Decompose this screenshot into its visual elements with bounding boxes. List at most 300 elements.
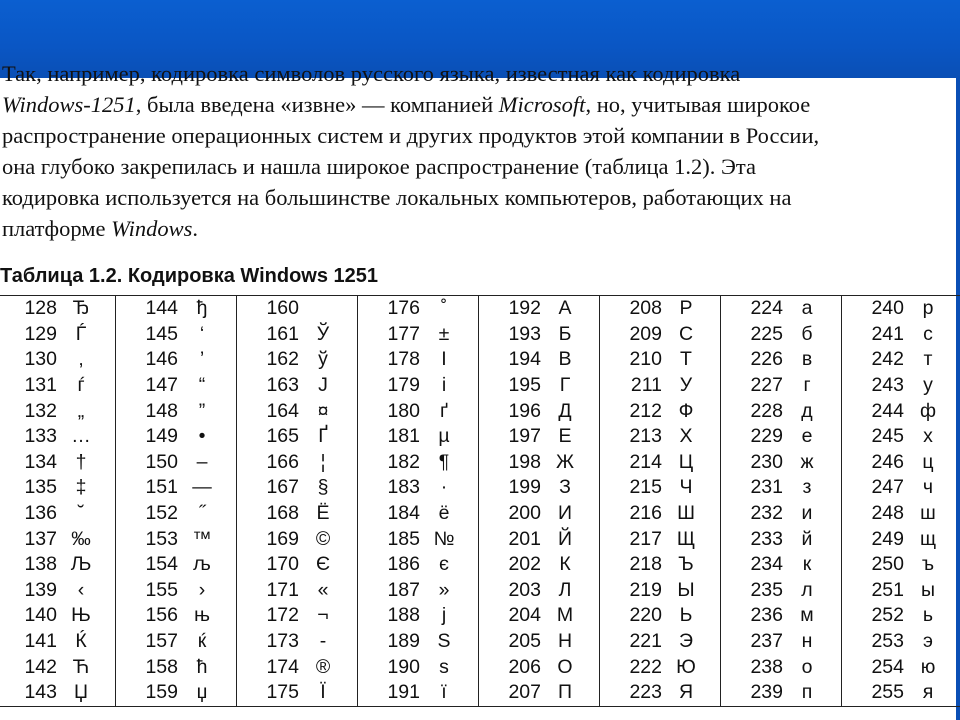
char-code: 141 — [24, 630, 57, 653]
table-cell — [358, 526, 479, 552]
table-cell — [479, 322, 600, 348]
table-cell — [842, 450, 960, 476]
char-code: 253 — [871, 630, 904, 653]
table-cell — [479, 501, 600, 527]
char-glyph: ќ — [197, 630, 207, 653]
char-code: 199 — [508, 476, 541, 499]
table-cell — [721, 552, 842, 578]
char-code: 129 — [24, 322, 57, 345]
char-code: 180 — [387, 399, 420, 422]
char-code: 205 — [508, 630, 541, 653]
char-code: 204 — [508, 604, 541, 627]
table-row — [0, 424, 960, 450]
char-glyph: н — [801, 630, 813, 653]
table-cell — [600, 578, 721, 604]
char-glyph: Р — [679, 297, 693, 320]
table-cell — [358, 347, 479, 373]
table-cell — [479, 680, 600, 706]
char-glyph: ¬ — [317, 604, 329, 627]
table-cell — [0, 373, 116, 399]
char-glyph: µ — [438, 425, 450, 448]
char-glyph: Й — [557, 527, 572, 550]
char-code: 217 — [629, 527, 662, 550]
char-code: 249 — [871, 527, 904, 550]
char-code: 158 — [145, 655, 178, 678]
table-cell — [479, 552, 600, 578]
table-cell — [237, 680, 358, 706]
char-glyph: ¤ — [317, 399, 329, 422]
char-glyph: Ё — [316, 502, 330, 525]
char-glyph: Џ — [73, 681, 88, 704]
table-cell — [842, 373, 960, 399]
char-glyph: З — [559, 476, 571, 499]
italic-term: Windows — [111, 216, 193, 241]
paragraph-line: распространение операционных систем и других продуктов этой компании в России, — [2, 123, 820, 148]
table-cell — [721, 322, 842, 348]
char-glyph: … — [71, 425, 91, 448]
char-code: 175 — [266, 681, 299, 704]
char-code: 179 — [387, 374, 420, 397]
char-glyph: г — [803, 374, 811, 397]
char-code: 239 — [750, 681, 783, 704]
char-code: 245 — [871, 425, 904, 448]
char-code: 221 — [629, 630, 662, 653]
char-glyph: љ — [193, 553, 211, 576]
table-cell — [721, 347, 842, 373]
char-glyph: л — [801, 578, 813, 601]
char-code: 209 — [629, 322, 662, 345]
char-glyph: ± — [438, 322, 450, 345]
char-glyph: р — [922, 297, 934, 320]
char-code: 162 — [266, 348, 299, 371]
char-glyph: ‹ — [77, 578, 85, 601]
char-code: 185 — [387, 527, 420, 550]
table-cell — [116, 475, 237, 501]
table-cell — [0, 475, 116, 501]
table-cell — [600, 373, 721, 399]
char-code: 131 — [24, 374, 57, 397]
table-row — [0, 654, 960, 680]
char-code: 224 — [750, 297, 783, 320]
table-cell — [237, 398, 358, 424]
table-cell — [721, 654, 842, 680]
paragraph-line — [2, 89, 956, 120]
char-code: 156 — [145, 604, 178, 627]
table-cell — [0, 680, 116, 706]
table-cell — [479, 398, 600, 424]
char-code: 241 — [871, 322, 904, 345]
table-cell — [842, 322, 960, 348]
char-glyph: ¦ — [320, 450, 326, 473]
table-row — [0, 373, 960, 399]
char-code: 237 — [750, 630, 783, 653]
char-glyph: Љ — [70, 553, 92, 576]
char-code: 151 — [145, 476, 178, 499]
char-glyph: џ — [196, 681, 208, 704]
table-row — [0, 526, 960, 552]
char-glyph: ˝ — [198, 502, 206, 525]
table-cell — [358, 578, 479, 604]
table-cell — [600, 680, 721, 706]
table-cell — [721, 603, 842, 629]
table-cell — [358, 603, 479, 629]
char-code: 128 — [24, 297, 57, 320]
char-glyph: ж — [800, 450, 814, 473]
table-cell — [358, 296, 479, 322]
table-cell — [0, 450, 116, 476]
char-glyph: ¶ — [438, 450, 450, 473]
table-cell — [721, 475, 842, 501]
char-glyph: П — [557, 681, 572, 704]
paragraph-line: она глубоко закрепилась и нашла широкое распространение (таблица 1.2). Эта — [2, 154, 756, 179]
char-code: 150 — [145, 450, 178, 473]
table-cell — [842, 347, 960, 373]
char-code: 155 — [145, 578, 178, 601]
char-glyph: э — [923, 630, 933, 653]
char-code: 172 — [266, 604, 299, 627]
char-glyph: Ч — [679, 476, 693, 499]
char-code: 200 — [508, 502, 541, 525]
table-cell — [479, 475, 600, 501]
table-cell — [479, 424, 600, 450]
paragraph-line — [2, 213, 956, 244]
char-glyph: № — [433, 527, 455, 550]
char-code: 228 — [750, 399, 783, 422]
char-glyph: у — [923, 374, 933, 397]
char-glyph: Њ — [71, 604, 91, 627]
char-glyph: Х — [679, 425, 693, 448]
table-cell — [842, 296, 960, 322]
char-glyph: ‚ — [78, 348, 84, 371]
table-cell — [358, 475, 479, 501]
char-glyph: Ў — [316, 322, 330, 345]
char-glyph: Д — [558, 399, 572, 422]
char-code: 157 — [145, 630, 178, 653]
char-glyph: о — [801, 655, 813, 678]
char-code: 132 — [24, 399, 57, 422]
table-cell — [0, 347, 116, 373]
table-cell — [842, 603, 960, 629]
italic-term: Microsoft — [498, 92, 586, 117]
char-code: 181 — [387, 425, 420, 448]
char-glyph: › — [198, 578, 206, 601]
table-cell — [600, 552, 721, 578]
char-glyph: § — [317, 476, 329, 499]
char-glyph: Ю — [676, 655, 696, 678]
char-glyph: – — [196, 450, 208, 473]
char-code: 176 — [387, 297, 420, 320]
table-cell — [721, 578, 842, 604]
char-code: 248 — [871, 502, 904, 525]
table-cell — [600, 450, 721, 476]
char-glyph: Ї — [320, 681, 326, 704]
char-glyph: п — [801, 681, 813, 704]
char-glyph: Є — [315, 553, 330, 576]
char-glyph: j — [441, 604, 447, 627]
char-code: 219 — [629, 578, 662, 601]
table-cell — [116, 347, 237, 373]
char-glyph: ˚ — [440, 297, 448, 320]
char-code: 174 — [266, 655, 299, 678]
char-glyph: ф — [919, 399, 937, 422]
char-glyph: Ќ — [75, 630, 87, 653]
char-code: 133 — [24, 425, 57, 448]
char-glyph: з — [802, 476, 812, 499]
table-cell — [721, 680, 842, 706]
paragraph-text: . — [192, 216, 199, 241]
table-cell — [237, 629, 358, 655]
table-cell — [721, 424, 842, 450]
char-glyph: Н — [557, 630, 573, 653]
table-cell — [479, 296, 600, 322]
char-code: 236 — [750, 604, 783, 627]
char-code: 207 — [508, 681, 541, 704]
char-glyph: й — [801, 527, 813, 550]
char-code: 238 — [750, 655, 783, 678]
paragraph-text: , но, учитывая широкое — [585, 92, 811, 117]
char-code: 144 — [145, 297, 178, 320]
char-code: 230 — [750, 450, 783, 473]
table-cell — [0, 296, 116, 322]
char-glyph: Ћ — [72, 655, 90, 678]
table-cell — [237, 450, 358, 476]
table-cell — [358, 398, 479, 424]
italic-term: Windows-1251 — [2, 92, 136, 117]
char-glyph: Ж — [555, 450, 574, 473]
table-cell — [116, 450, 237, 476]
char-code: 214 — [629, 450, 662, 473]
char-glyph: S — [437, 630, 451, 653]
char-glyph: щ — [919, 527, 937, 550]
char-glyph: в — [801, 348, 813, 371]
table-cell — [0, 398, 116, 424]
table-cell — [479, 373, 600, 399]
char-glyph: х — [923, 425, 933, 448]
char-glyph: Ф — [678, 399, 694, 422]
table-cell — [237, 603, 358, 629]
char-code: 192 — [508, 297, 541, 320]
char-code: 196 — [508, 399, 541, 422]
table-cell — [116, 373, 237, 399]
table-row — [0, 475, 960, 501]
table-cell — [479, 629, 600, 655]
char-glyph: ˘ — [77, 502, 85, 525]
char-code: 202 — [508, 553, 541, 576]
char-glyph: е — [801, 425, 813, 448]
table-cell — [721, 296, 842, 322]
char-code: 215 — [629, 476, 662, 499]
table-cell — [0, 603, 116, 629]
table-cell — [116, 526, 237, 552]
char-glyph: Л — [558, 578, 572, 601]
table-cell — [721, 501, 842, 527]
char-code: 226 — [750, 348, 783, 371]
char-glyph: „ — [77, 399, 85, 422]
char-code: 182 — [387, 450, 420, 473]
table-cell — [116, 296, 237, 322]
char-code: 161 — [266, 322, 299, 345]
table-cell — [116, 398, 237, 424]
char-code: 212 — [629, 399, 662, 422]
table-cell — [842, 398, 960, 424]
table-cell — [358, 501, 479, 527]
char-code: 218 — [629, 553, 662, 576]
char-code: 250 — [871, 553, 904, 576]
char-glyph: В — [558, 348, 572, 371]
paragraph-text: платформе — [2, 216, 112, 241]
char-code: 206 — [508, 655, 541, 678]
table-cell — [358, 373, 479, 399]
char-glyph: б — [801, 322, 813, 345]
char-code: 213 — [629, 425, 662, 448]
char-code: 164 — [266, 399, 299, 422]
char-code: 160 — [266, 297, 299, 320]
char-glyph: Б — [558, 322, 572, 345]
char-code: 208 — [629, 297, 662, 320]
table-cell — [116, 322, 237, 348]
table-cell — [237, 552, 358, 578]
char-code: 165 — [266, 425, 299, 448]
char-glyph: ‡ — [75, 476, 87, 499]
char-glyph: ґ — [439, 399, 449, 422]
char-glyph: А — [558, 297, 572, 320]
char-code: 246 — [871, 450, 904, 473]
char-code: 143 — [24, 681, 57, 704]
char-glyph: и — [801, 502, 813, 525]
char-glyph: ђ — [196, 297, 208, 320]
char-code: 242 — [871, 348, 904, 371]
char-glyph: т — [923, 348, 933, 371]
table-cell — [358, 552, 479, 578]
char-code: 195 — [508, 374, 541, 397]
table-cell — [600, 603, 721, 629]
char-code: 188 — [387, 604, 420, 627]
char-glyph: Ґ — [318, 425, 328, 448]
char-code: 135 — [24, 476, 57, 499]
table-cell — [600, 398, 721, 424]
table-cell — [237, 501, 358, 527]
char-code: 163 — [266, 374, 299, 397]
table-cell — [0, 526, 116, 552]
char-glyph: Г — [559, 374, 571, 397]
table-cell — [842, 629, 960, 655]
table-cell — [842, 526, 960, 552]
table-row — [0, 296, 960, 322]
table-cell — [600, 475, 721, 501]
table-cell — [842, 424, 960, 450]
table-cell — [116, 501, 237, 527]
table-cell — [358, 322, 479, 348]
table-row — [0, 680, 960, 706]
table-cell — [0, 552, 116, 578]
char-glyph: Ц — [678, 450, 694, 473]
table-row — [0, 398, 960, 424]
char-code: 139 — [24, 578, 57, 601]
table-cell — [116, 552, 237, 578]
char-glyph: Ь — [679, 604, 693, 627]
char-code: 166 — [266, 450, 299, 473]
char-code: 235 — [750, 578, 783, 601]
table-cell — [721, 450, 842, 476]
char-code: 168 — [266, 502, 299, 525]
table-cell — [0, 424, 116, 450]
char-glyph: ѓ — [77, 374, 85, 397]
char-code: 136 — [24, 502, 57, 525]
table-row — [0, 578, 960, 604]
char-glyph: И — [557, 502, 572, 525]
char-code: 178 — [387, 348, 420, 371]
char-glyph: Ш — [677, 502, 695, 525]
char-code: 159 — [145, 681, 178, 704]
table-cell — [479, 450, 600, 476]
paragraph-text: , была введена «извне» — компанией — [135, 92, 499, 117]
table-cell — [237, 373, 358, 399]
paragraph-line: кодировка используется на большинстве локальных компьютеров, работающих на — [2, 185, 792, 210]
char-code: 170 — [266, 553, 299, 576]
char-code: 247 — [871, 476, 904, 499]
char-code: 255 — [871, 681, 904, 704]
char-glyph: Я — [678, 681, 694, 704]
char-glyph: “ — [198, 374, 206, 397]
encoding-table — [0, 295, 960, 707]
char-glyph: а — [801, 297, 813, 320]
char-glyph: Ђ — [72, 297, 90, 320]
char-code: 154 — [145, 553, 178, 576]
char-code: 189 — [387, 630, 420, 653]
char-code: 186 — [387, 553, 420, 576]
char-code: 147 — [145, 374, 178, 397]
char-code: 191 — [387, 681, 420, 704]
char-glyph: Ј — [318, 374, 328, 397]
char-code: 220 — [629, 604, 662, 627]
char-code: 244 — [871, 399, 904, 422]
char-glyph: ї — [441, 681, 447, 704]
char-glyph: † — [75, 450, 87, 473]
char-glyph: д — [801, 399, 813, 422]
char-glyph: і — [441, 374, 447, 397]
char-code: 210 — [629, 348, 662, 371]
table-cell — [0, 654, 116, 680]
char-code: 173 — [266, 630, 299, 653]
char-code: 138 — [24, 553, 57, 576]
char-glyph: Ы — [677, 578, 695, 601]
table-cell — [116, 654, 237, 680]
char-glyph: Э — [678, 630, 693, 653]
char-glyph: ‰ — [71, 527, 91, 550]
char-code: 187 — [387, 578, 420, 601]
char-glyph: « — [317, 578, 329, 601]
char-code: 137 — [24, 527, 57, 550]
char-code: 254 — [871, 655, 904, 678]
char-code: 177 — [387, 322, 420, 345]
table-cell — [721, 526, 842, 552]
char-code: 145 — [145, 322, 178, 345]
table-caption: Таблица 1.2. Кодировка Windows 1251 — [0, 265, 379, 287]
table-cell — [116, 603, 237, 629]
char-code: 134 — [24, 450, 57, 473]
table-cell — [237, 475, 358, 501]
char-code: 198 — [508, 450, 541, 473]
char-glyph: С — [678, 322, 694, 345]
table-cell — [721, 373, 842, 399]
char-code: 194 — [508, 348, 541, 371]
table-cell — [0, 629, 116, 655]
char-glyph: Ѓ — [75, 322, 87, 345]
table-row — [0, 629, 960, 655]
char-glyph: У — [679, 374, 693, 397]
char-glyph: я — [922, 681, 934, 704]
char-code: 201 — [508, 527, 541, 550]
